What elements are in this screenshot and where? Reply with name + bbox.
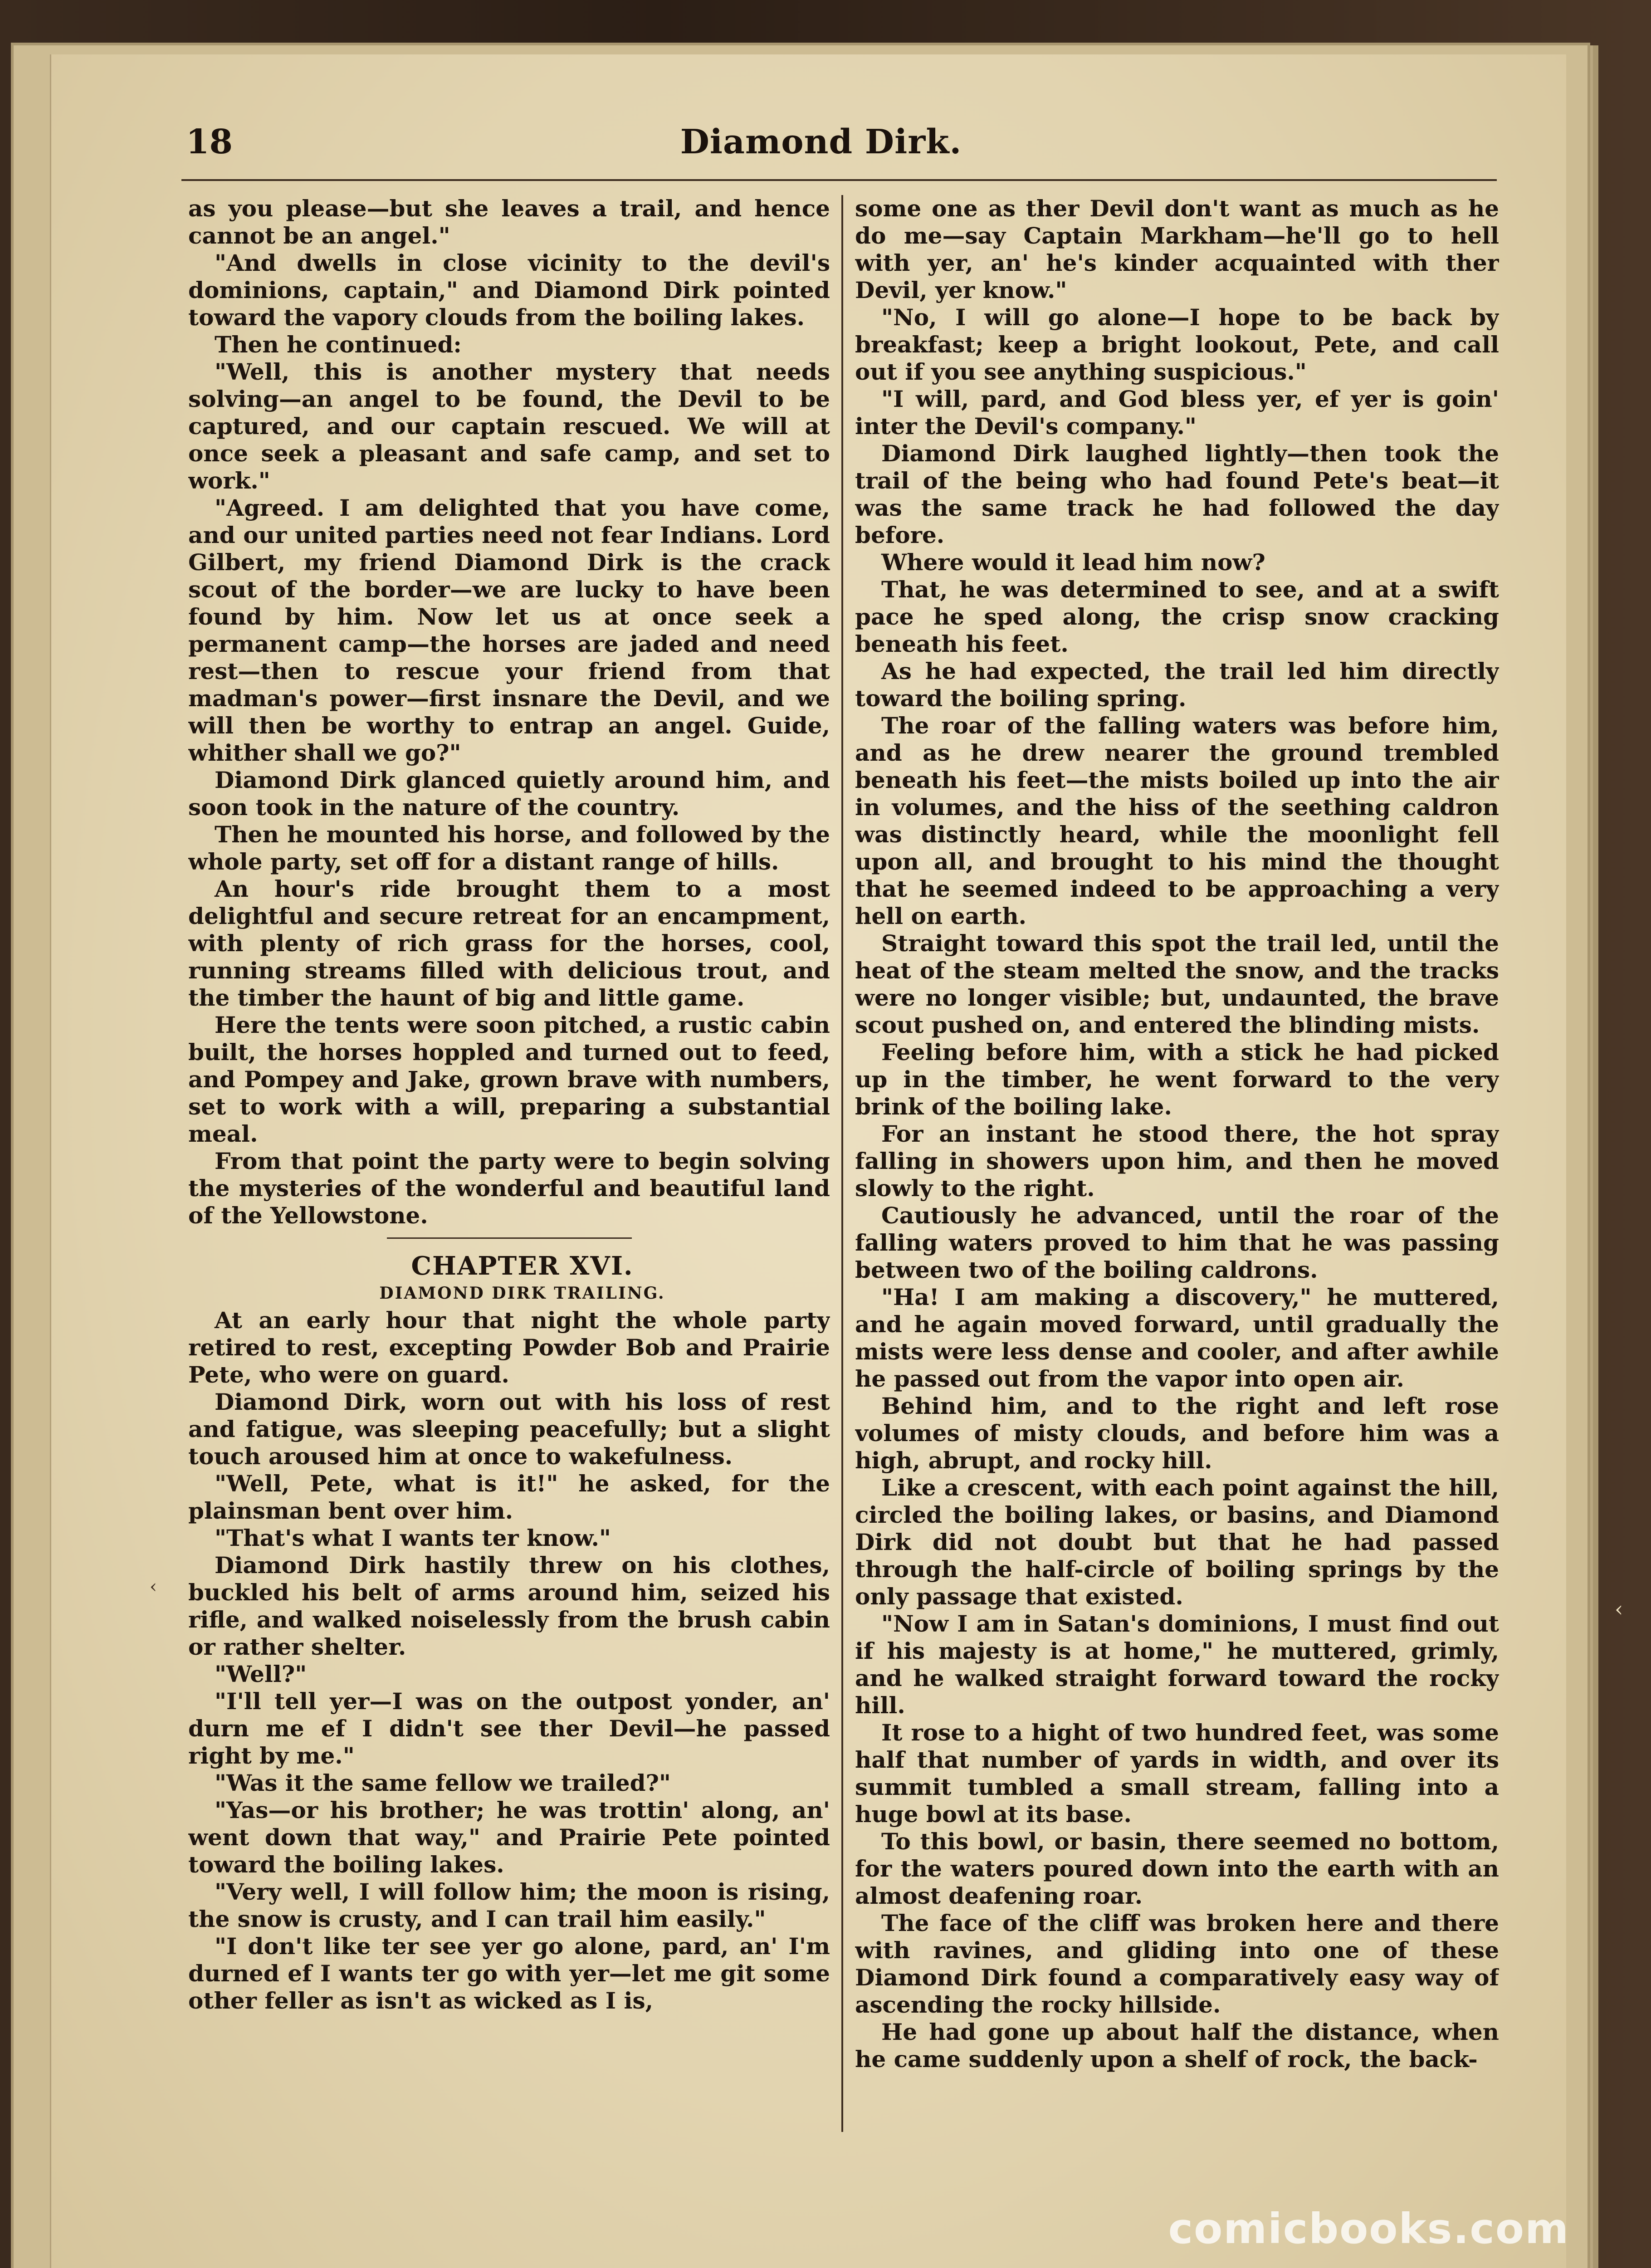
- paragraph: An hour's ride brought them to a most delightful and secure retreat for an encampment, with plenty of rich grass for the horses, cool, running streams filled with delicious trout, and the timber the haunt of big and little game.: [188, 875, 830, 1011]
- paragraph: "Was it the same fellow we trailed?": [215, 1769, 671, 1796]
- paragraph: "Well, this is another mystery that needs solving—an angel to be found, the Devil to be captured, and our captain rescued. We will at once seek a pleasant and safe camp, and set to work.": [188, 358, 830, 494]
- paragraph: "That's what I wants ter know.": [215, 1525, 611, 1551]
- left-paragraphs-after: [188, 1307, 830, 2014]
- paragraph: as you please—but she leaves a trail, and hence cannot be an angel.": [188, 195, 830, 249]
- paragraph: That, he was determined to see, and at a swift pace he sped along, the crisp snow cracking beneath his feet.: [855, 576, 1499, 657]
- paragraph: From that point the party were to begin solving the mysteries of the wonderful and beautiful land of the Yellowstone.: [188, 1148, 830, 1229]
- paragraph: Cautiously he advanced, until the roar of the falling waters proved to him that he was passing between two of the boiling caldrons.: [855, 1202, 1499, 1283]
- column-divider: [841, 195, 843, 2132]
- paragraph: Diamond Dirk hastily threw on his clothes, buckled his belt of arms around him, seized his rifle, and walked noiselessly from the brush cabin or rather shelter.: [188, 1552, 830, 1660]
- paragraph: For an instant he stood there, the hot spray falling in showers upon him, and then he moved slowly to the right.: [855, 1120, 1499, 1202]
- left-paragraphs-before: [188, 195, 830, 1229]
- paragraph: Diamond Dirk glanced quietly around him, and soon took in the nature of the country.: [188, 767, 830, 821]
- paragraph: Feeling before him, with a stick he had picked up in the timber, he went forward to the very brink of the boiling lake.: [855, 1039, 1499, 1120]
- paragraph: "No, I will go alone—I hope to be back by breakfast; keep a bright lookout, Pete, and call out if you see anything suspicious.": [855, 304, 1499, 385]
- paragraph: some one as ther Devil don't want as much as he do me—say Captain Markham—he'll go to hell with yer, an' he's kinder acquainted with ther Devil, yer know.": [855, 195, 1499, 303]
- paragraph: Then he continued:: [215, 331, 462, 358]
- page-header: [141, 122, 1501, 172]
- paragraph: "I'll tell yer—I was on the outpost yonder, an' durn me ef I didn't see ther Devil—he passed right by me.": [188, 1688, 830, 1769]
- paragraph: As he had expected, the trail led him directly toward the boiling spring.: [855, 658, 1499, 712]
- paragraph: To this bowl, or basin, there seemed no bottom, for the waters poured down into the earth with an almost deafening roar.: [855, 1828, 1499, 1909]
- page-number: 18: [186, 122, 233, 161]
- paragraph: Diamond Dirk laughed lightly—then took the trail of the being who had found Pete's beat—it was the same track he had followed the day before.: [855, 440, 1499, 548]
- paragraph: "I will, pard, and God bless yer, ef yer is goin' inter the Devil's company.": [855, 386, 1499, 440]
- chapter-subheading: DIAMOND DIRK TRAILING.: [379, 1284, 665, 1303]
- paragraph: "Well, Pete, what is it!" he asked, for the plainsman bent over him.: [188, 1470, 830, 1524]
- paragraph: Straight toward this spot the trail led, until the heat of the steam melted the snow, and the tracks were no longer visible; but, undaunted, the brave scout pushed on, and entered the blinding mists.: [855, 930, 1499, 1038]
- paragraph: "And dwells in close vicinity to the devil's dominions, captain," and Diamond Dirk pointed toward the vapory clouds from the boiling lakes.: [188, 249, 830, 331]
- paragraph: "Very well, I will follow him; the moon is rising, the snow is crusty, and I can trail him easily.": [188, 1878, 830, 1932]
- header-rule: [181, 179, 1497, 181]
- paragraph: Behind him, and to the right and left rose volumes of misty clouds, and before him was a high, abrupt, and rocky hill.: [855, 1393, 1499, 1474]
- margin-mark-left: ‹: [150, 1576, 157, 1597]
- paragraph: Where would it lead him now?: [881, 549, 1265, 576]
- paragraph: "Ha! I am making a discovery," he muttered, and he again moved forward, until gradually the mists were less dense and cooler, and after awhile he passed out from the vapor into open air.: [855, 1284, 1499, 1392]
- paragraph: The face of the cliff was broken here and there with ravines, and gliding into one of these Diamond Dirk found a comparatively easy way of ascending the rocky hillside.: [855, 1910, 1499, 2018]
- paragraph: "Yas—or his brother; he was trottin' along, an' went down that way," and Prairie Pete pointed toward the boiling lakes.: [188, 1797, 830, 1878]
- paragraph: Diamond Dirk, worn out with his loss of rest and fatigue, was sleeping peacefully; but a slight touch aroused him at once to wakefulness.: [188, 1388, 830, 1470]
- watermark: comicbooks.com: [1168, 2204, 1569, 2253]
- chapter-heading: CHAPTER XVI.: [411, 1251, 634, 1281]
- paragraph: At an early hour that night the whole party retired to rest, excepting Powder Bob and Prairie Pete, who were on guard.: [188, 1307, 830, 1388]
- left-column: [188, 195, 830, 2146]
- paragraph: "I don't like ter see yer go alone, pard, an' I'm durned ef I wants ter go with yer—let me git some other feller as isn't as wicked as I is,: [188, 1933, 830, 2014]
- paragraph: He had gone up about half the distance, when he came suddenly upon a shelf of rock, the back-: [855, 2019, 1499, 2072]
- paragraph: Like a crescent, with each point against the hill, circled the boiling lakes, or basins, and Diamond Dirk did not doubt but that he had passed through the half-circle of boiling springs by the only passage that existed.: [855, 1474, 1499, 1610]
- right-column: [855, 195, 1499, 2146]
- paragraph: "Now I am in Satan's dominions, I must find out if his majesty is at home," he muttered, grimly, and he walked straight forward toward the rocky hill.: [855, 1610, 1499, 1719]
- paragraph: It rose to a hight of two hundred feet, was some half that number of yards in width, and over its summit tumbled a small stream, falling into a huge bowl at its base.: [855, 1719, 1499, 1828]
- paragraph: Then he mounted his horse, and followed by the whole party, set off for a distant range of hills.: [188, 821, 830, 875]
- paragraph: "Well?": [215, 1661, 307, 1687]
- chapter-rule: [387, 1237, 632, 1239]
- margin-mark-right: ‹: [1615, 1597, 1623, 1621]
- paragraph: "Agreed. I am delighted that you have come, and our united parties need not fear Indians. Lord Gilbert, my friend Diamond Dirk is the crack scout of the border—we are lucky to have been found by him. Now let us at once seek a permanent camp—the horses are jaded and need rest—then to rescue your friend from that madman's power—first insnare the Devil, and we will then be worthy to entrap an angel. Guide, whither shall we go?": [188, 494, 830, 766]
- paragraph: The roar of the falling waters was before him, and as he drew nearer the ground trembled beneath his feet—the mists boiled up into the air in volumes, and the hiss of the seething caldron was distinctly heard, while the moonlight fell upon all, and brought to his mind the thought that he seemed indeed to be approaching a very hell on earth.: [855, 712, 1499, 929]
- running-title: Diamond Dirk.: [680, 122, 962, 161]
- paragraph: Here the tents were soon pitched, a rustic cabin built, the horses hoppled and turned out to feed, and Pompey and Jake, grown brave with numbers, set to work with a will, preparing a substantial meal.: [188, 1012, 830, 1147]
